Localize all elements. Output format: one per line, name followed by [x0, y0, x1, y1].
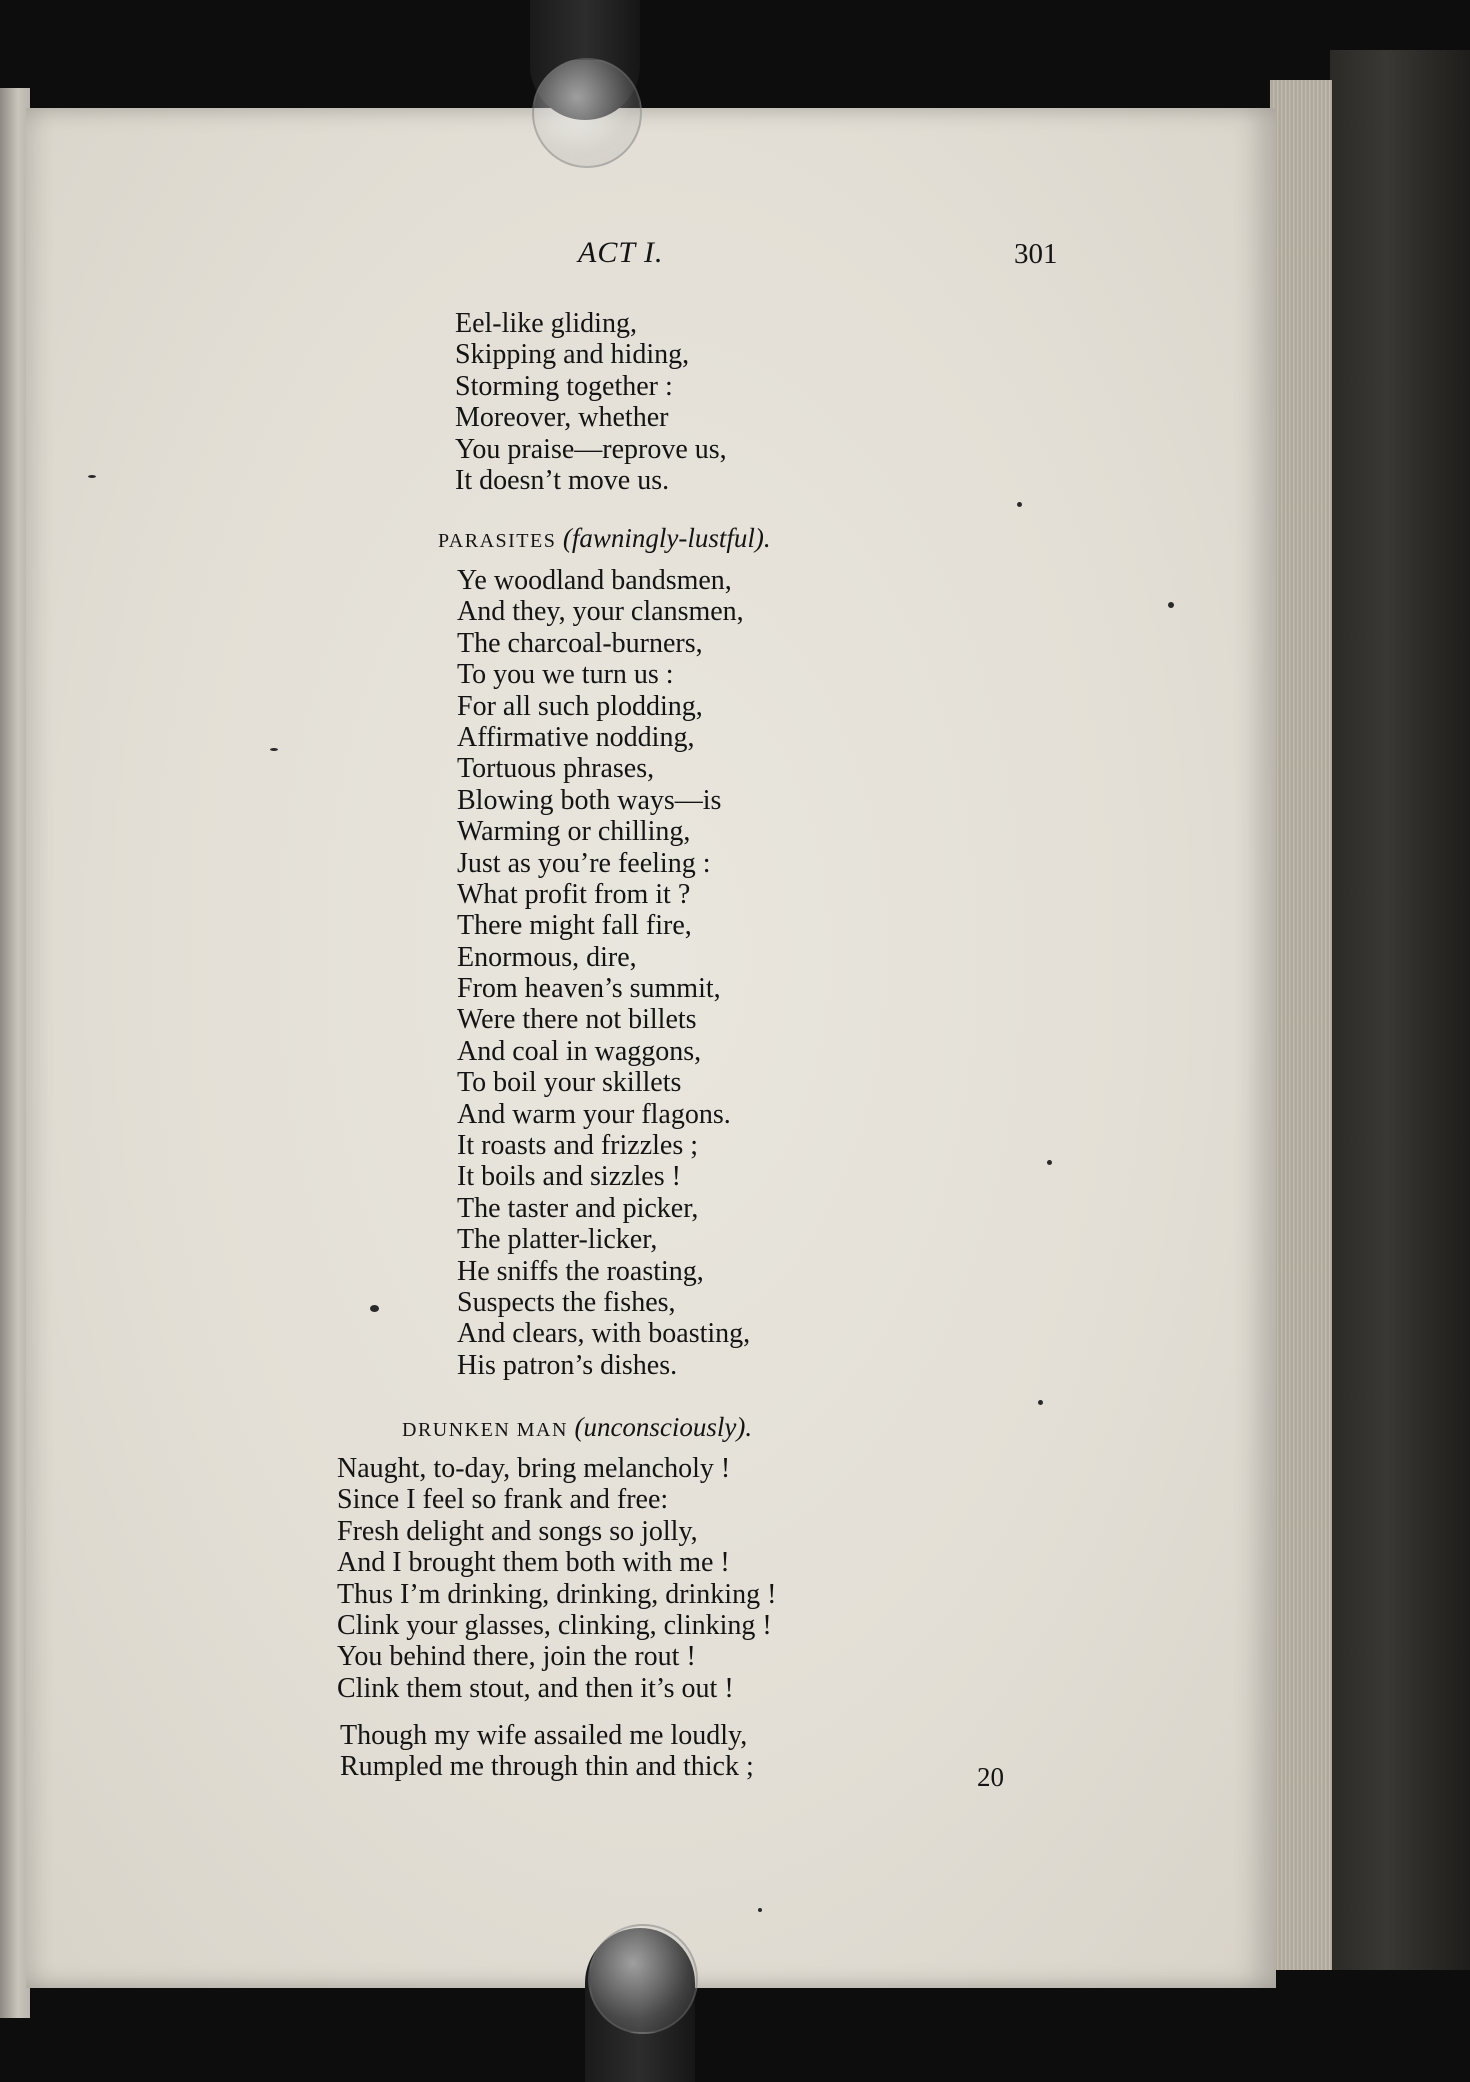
verse-line: He sniffs the roasting, [457, 1255, 704, 1287]
verse-line: From heaven’s summit, [457, 973, 721, 1005]
verse-line: Blowing both ways—is [457, 784, 722, 816]
verse-line: Naught, to-day, bring melancholy ! [337, 1453, 731, 1484]
stanza-2 [457, 565, 750, 1381]
verse-line: Clink them stout, and then it’s out ! [337, 1672, 734, 1704]
page-speck [88, 475, 96, 478]
stage-direction: (unconsciously). [574, 1412, 753, 1442]
verse-line: And coal in waggons, [457, 1035, 702, 1067]
verse-line: Rumpled me through thin and thick ; [340, 1751, 754, 1783]
verse-line: The taster and picker, [457, 1192, 699, 1224]
page-speck [270, 748, 278, 751]
verse-line: Enormous, dire, [457, 941, 637, 973]
verse-line: Suspects the fishes, [457, 1286, 676, 1318]
stanza-4 [340, 1720, 754, 1783]
book-cover-edge [1330, 50, 1470, 1970]
verse-line: To boil your skillets [457, 1067, 682, 1099]
verse-line: Since I feel so frank and free: [337, 1484, 669, 1516]
verse-line: And warm your flagons. [457, 1098, 731, 1130]
verse-line: Tortuous phrases, [457, 753, 655, 785]
page-speck [1168, 602, 1174, 608]
top-clip-lens [532, 58, 642, 168]
verse-line: Moreover, whether [455, 402, 669, 434]
verse-line: And they, your clansmen, [457, 596, 744, 628]
verse-line: It doesn’t move us. [455, 464, 670, 496]
verse-line: The charcoal-burners, [457, 627, 703, 659]
speaker-name: DRUNKEN MAN [402, 1419, 568, 1441]
verse-line: For all such plodding, [457, 690, 703, 722]
verse-line: Eel-like gliding, [455, 308, 637, 339]
bottom-clip-lens [588, 1924, 698, 2034]
verse-line: Ye woodland bandsmen, [457, 565, 732, 596]
verse-line: And clears, with boasting, [457, 1318, 751, 1350]
signature-mark: 20 [977, 1762, 1004, 1792]
stanza-3 [337, 1453, 776, 1704]
speaker-name: PARASITES [438, 530, 557, 552]
stanza-1 [455, 308, 727, 496]
speaker-heading-parasites [438, 523, 771, 554]
verse-line: What profit from it ? [457, 878, 691, 910]
verse-line: To you we turn us : [457, 659, 674, 691]
verse-line: You behind there, join the rout ! [337, 1641, 696, 1673]
verse-line: Affirmative nodding, [457, 721, 695, 753]
page-speck [758, 1908, 762, 1912]
stage-direction: (fawningly-lustful). [562, 523, 771, 553]
verse-line: Warming or chilling, [457, 816, 691, 848]
verse-line: His patron’s dishes. [457, 1349, 678, 1381]
page-speck [370, 1305, 379, 1312]
verse-line: Thus I’m drinking, drinking, drinking ! [337, 1578, 777, 1610]
page-speck [1047, 1160, 1052, 1165]
page-speck [1017, 502, 1022, 507]
verse-line: Though my wife assailed me loudly, [340, 1720, 748, 1751]
running-head: ACT I. [578, 236, 664, 269]
verse-line: Fresh delight and songs so jolly, [337, 1515, 698, 1547]
verse-line: Were there not billets [457, 1004, 697, 1036]
verse-line: Skipping and hiding, [455, 339, 690, 371]
speaker-heading-drunken-man [402, 1412, 752, 1443]
verse-line: And I brought them both with me ! [337, 1547, 730, 1579]
verse-line: Clink your glasses, clinking, clinking ! [337, 1609, 772, 1641]
verse-line: The platter-licker, [457, 1224, 658, 1256]
verse-line: It boils and sizzles ! [457, 1161, 681, 1193]
verse-line: There might fall fire, [457, 910, 692, 942]
verse-line: Storming together : [455, 370, 673, 402]
verse-line: Just as you’re feeling : [457, 847, 711, 879]
page-speck [1038, 1400, 1043, 1405]
page-stack-edge [1270, 80, 1332, 1970]
page-number: 301 [1014, 238, 1058, 270]
verse-line: You praise—reprove us, [455, 433, 727, 465]
verse-line: It roasts and frizzles ; [457, 1130, 699, 1162]
